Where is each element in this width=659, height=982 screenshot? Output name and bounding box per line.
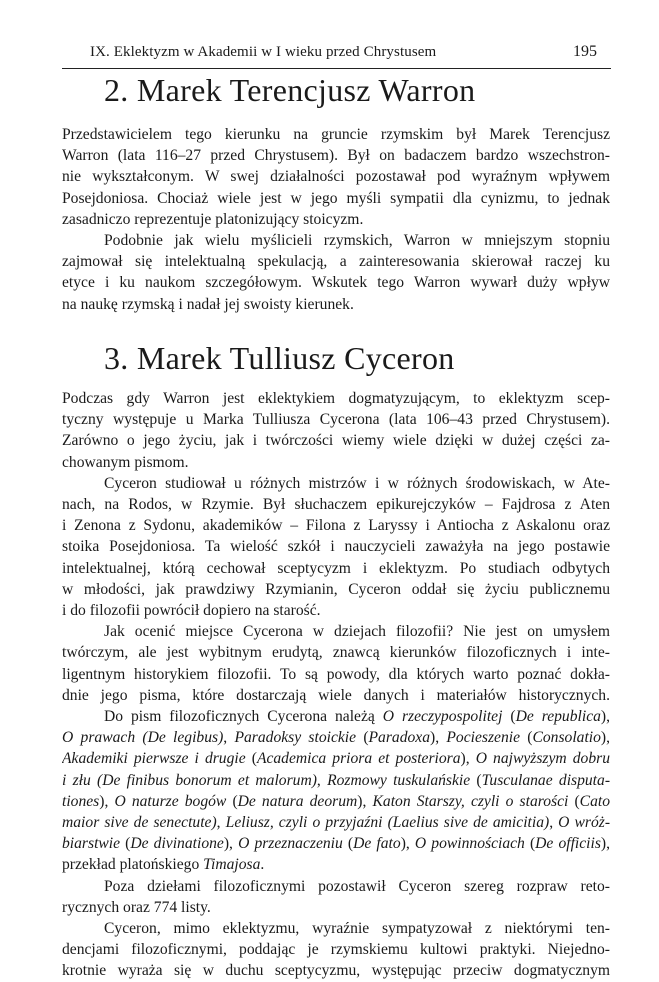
text-line: tiones), O naturze bogów (De natura deorum), Katon Starszy, czyli o starości (Cato xyxy=(62,792,610,810)
text-line: krotnie wyraża się w duchu sceptycyzmu, występując przeciw dogmatycznym xyxy=(62,962,610,980)
text-line: Do pism filozoficznych Cycerona należą O rzeczypospolitej (De republica), xyxy=(104,708,610,726)
text-line: i złu (De finibus bonorum et malorum), Rozmowy tuskulańskie (Tusculanae disputa- xyxy=(62,771,610,789)
text-line: Przedstawicielem tego kierunku na gruncie rzymskim był Marek Terencjusz xyxy=(62,126,610,143)
text-line: Poza dziełami filozoficznymi pozostawił Cyceron szereg rozpraw reto- xyxy=(104,877,610,895)
text-line: stoika Posejdoniosa. Ta wielość szkół i nauczycieli zaważyła na jego postawie xyxy=(62,538,610,556)
text-line: Posejdoniosa. Chociaż wiele jest w jego myśli sympatii dla cynizmu, to jednak xyxy=(62,189,610,207)
section-body-cyceron xyxy=(62,388,610,982)
text-line: i do filozofii powrócił dopiero na starość. xyxy=(62,602,321,620)
running-header xyxy=(62,40,611,69)
section-body-warron xyxy=(62,124,610,315)
text-line: intelektualnej, którą cechował sceptycyzm i eklektyzm. Po studiach odbytych xyxy=(62,559,610,577)
text-line: zasadniczo reprezentuje platonizujący stoicyzm. xyxy=(62,210,364,228)
text-line: Podczas gdy Warron jest eklektykiem dogmatyzującym, to eklektyzm scep- xyxy=(62,390,610,407)
text-line: dencjami filozoficznymi, poddając je rzymskiemu kultowi praktyki. Niejedno- xyxy=(62,941,610,959)
text-line: w młodości, jak prawdziwy Rzymianin, Cyceron oddał się życiu publicznemu xyxy=(62,580,610,598)
paragraph xyxy=(62,918,610,982)
text-line: O prawach (De legibus), Paradoksy stoickie (Paradoxa), Pocieszenie (Consolatio), xyxy=(62,729,610,747)
paragraph xyxy=(62,230,610,315)
text-line: nie wykształconym. W swej działalności pozostawał pod wyraźnym wpływem xyxy=(62,168,610,186)
section-heading-warron: 2. Marek Terencjusz Warron xyxy=(104,72,476,108)
text-line: tyczny występuje u Marka Tulliusza Cycerona (lata 106–43 przed Chrystusem). xyxy=(62,411,610,429)
paragraph xyxy=(62,706,610,876)
text-line: chowanym pismom. xyxy=(62,453,189,471)
text-line: Zarówno o jego życiu, jak i twórczości wiemy wiele dzięki w dużej części za- xyxy=(62,432,610,450)
text-line: rycznych oraz 774 listy. xyxy=(62,898,211,916)
text-line: Podobnie jak wielu myślicieli rzymskich, Warron w mniejszym stopniu xyxy=(104,232,610,250)
text-line: zajmował się intelektualną spekulacją, a zainteresowania skierował raczej ku xyxy=(62,253,610,271)
paragraph xyxy=(62,388,610,473)
text-line: twórczym, ale jest wybitnym erudytą, znawcą kierunków filozoficznych i inte- xyxy=(62,644,610,662)
text-line: przekład platońskiego Timajosa. xyxy=(62,856,265,874)
paragraph xyxy=(62,473,610,621)
text-line: Jak ocenić miejsce Cycerona w dziejach filozofii? Nie jest on umysłem xyxy=(104,623,610,641)
text-line: Warron (lata 116–27 przed Chrystusem). Był on badaczem bardzo wszechstron- xyxy=(62,147,610,165)
text-line: na naukę rzymską i nadał jej swoisty kierunek. xyxy=(62,295,354,313)
text-line: ligentnym historykiem filozofii. To są powody, dla których warto poznać dokła- xyxy=(62,665,610,683)
text-line: dnie jego pisma, które dostarczają wiele danych i materiałów historycznych. xyxy=(62,686,610,704)
page-number: 195 xyxy=(573,43,597,60)
text-line: maior sive de senectute), Leliusz, czyli o przyjaźni (Laelius sive de amicitia), O wróż- xyxy=(62,814,610,832)
text-line: Cyceron studiował u różnych mistrzów i w różnych środowiskach, w Ate- xyxy=(104,474,610,492)
paragraph xyxy=(62,876,610,918)
running-title: IX. Eklektyzm w Akademii w I wieku przed Chrystusem xyxy=(90,44,437,60)
text-line: Akademiki pierwsze i drugie (Academica priora et posteriora), O najwyższym dobru xyxy=(62,750,610,768)
paragraph xyxy=(62,124,610,230)
section-heading-cyceron: 3. Marek Tulliusz Cyceron xyxy=(104,340,455,376)
text-line: etyce i ku naukom szczegółowym. Wskutek tego Warron wywarł duży wpływ xyxy=(62,274,610,292)
paragraph xyxy=(62,621,610,706)
text-line: biarstwie (De divinatione), O przeznaczeniu (De fato), O powinnościach (De officiis), xyxy=(62,835,610,853)
text-line: nach, na Rodos, w Rzymie. Był słuchaczem epikurejczyków – Fajdrosa z Aten xyxy=(62,496,610,514)
text-line: i Zenona z Sydonu, akademików – Filona z Laryssy i Antiocha z Askalonu oraz xyxy=(62,517,610,535)
text-line: Cyceron, mimo eklektyzmu, wyraźnie sympatyzował z niektórymi ten- xyxy=(104,920,610,938)
